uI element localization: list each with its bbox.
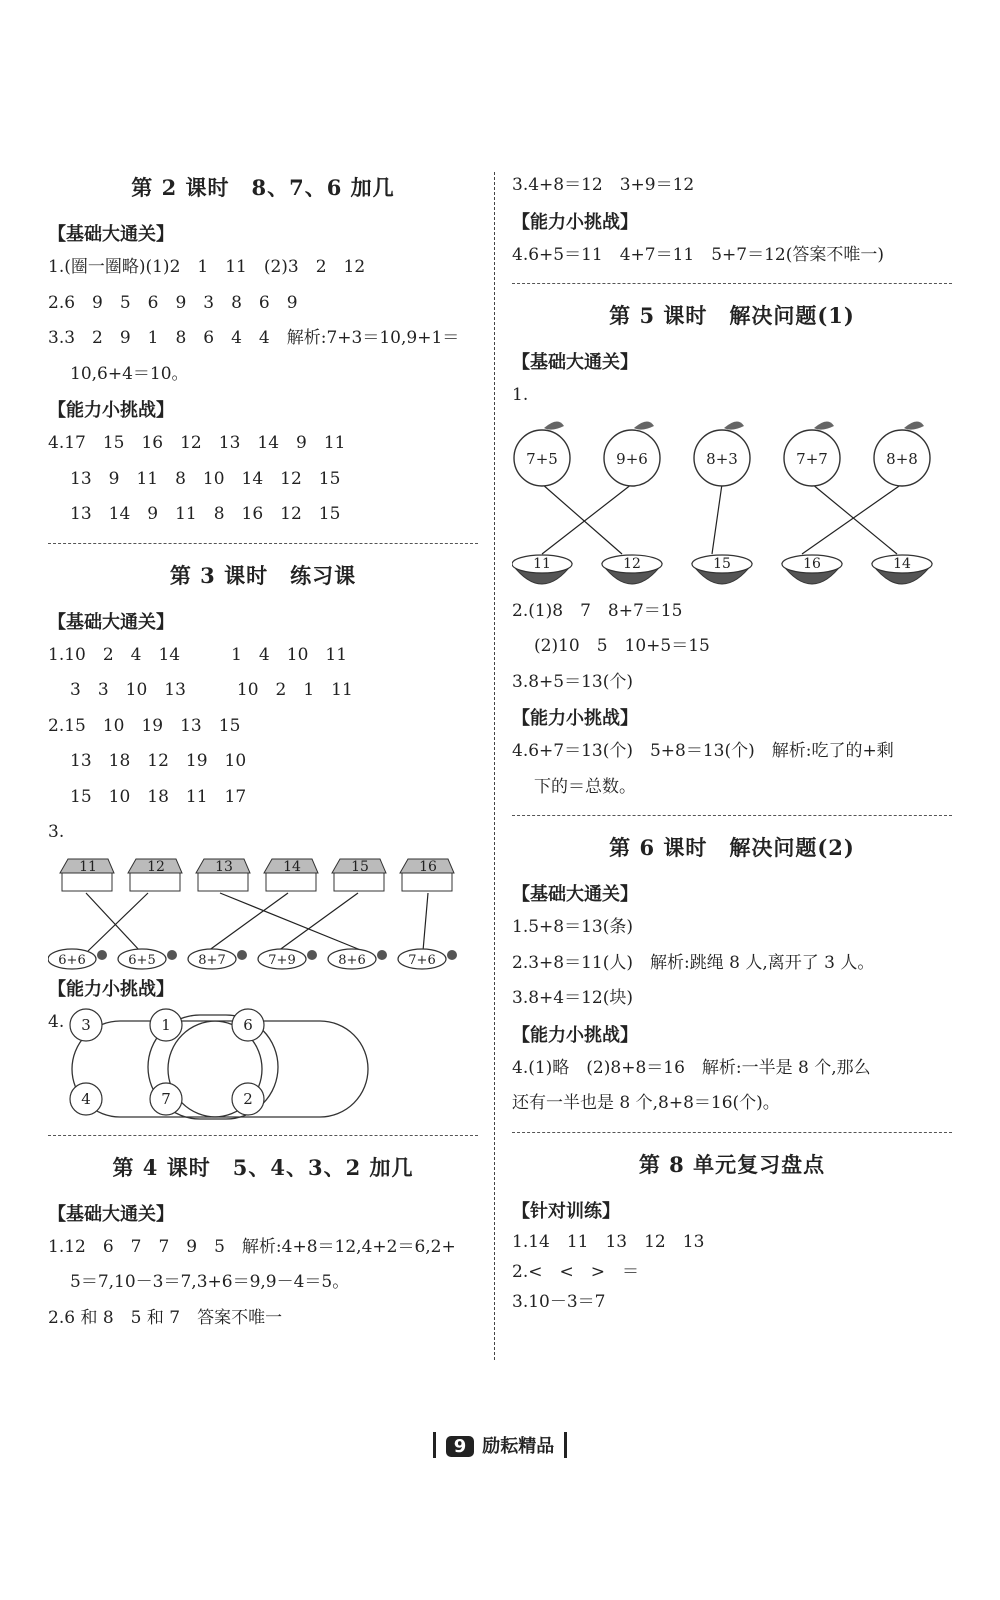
house-icon	[60, 859, 114, 891]
lesson-5-title: 第 5 课时 解决问题(1)	[609, 303, 855, 328]
house-icon	[196, 859, 250, 891]
house-number: 14	[283, 858, 301, 875]
circle-number: 2	[243, 1089, 253, 1108]
answer-line: 2.6 和 8 5 和 7 答案不唯一	[48, 1307, 283, 1328]
answer-line: 4.	[48, 1011, 65, 1032]
apple-icon	[694, 421, 750, 486]
section-challenge: 【能力小挑战】	[512, 211, 638, 233]
house-number: 13	[215, 858, 233, 875]
house-ant-matching-figure	[48, 851, 478, 971]
section-challenge: 【能力小挑战】	[512, 708, 638, 729]
section-challenge: 【能力小挑战】	[512, 1024, 638, 1046]
answer-line: 13 9 11 8 10 14 12 15	[70, 468, 341, 489]
circle-ring-figure	[48, 1005, 478, 1125]
answer-line: 1.12 6 7 7 9 5 解析:4+8＝12,4+2＝6,2+	[48, 1236, 456, 1257]
answer-line: 3.10－3＝7	[512, 1291, 606, 1312]
apple-equation: 8+3	[706, 449, 738, 468]
number-circle	[70, 1083, 102, 1115]
answer-line: 还有一半也是 8 个,8+8＝16(个)。	[512, 1093, 780, 1113]
section-targeted: 【针对训练】	[512, 1200, 620, 1222]
circle-number: 3	[81, 1015, 91, 1034]
bowl-icon	[692, 555, 752, 584]
apple-icon	[784, 421, 840, 486]
answer-line: 2.3+8＝11(人) 解析:跳绳 8 人,离开了 3 人。	[512, 952, 875, 973]
footer-brand-box	[433, 1432, 568, 1458]
bowl-icon	[872, 555, 932, 584]
number-circle	[232, 1083, 264, 1115]
apple-bowl-matching-figure	[512, 414, 952, 594]
answer-line: 2.< < > ＝	[512, 1261, 639, 1282]
ant-equation: 7+9	[268, 952, 296, 968]
circle-number: 6	[243, 1015, 253, 1034]
house-icon	[264, 859, 318, 891]
ant-equation: 8+7	[198, 952, 226, 968]
answer-line: 3.8+5＝13(个)	[512, 671, 633, 692]
ant-equation: 7+6	[408, 952, 436, 968]
answer-line: 1.10 2 4 14 1 4 10 11	[48, 644, 348, 665]
answer-line: 5＝7,10－3＝7,3+6＝9,9－4＝5。	[70, 1272, 350, 1292]
ant-icon	[118, 949, 177, 969]
answer-line: 4.17 15 16 12 13 14 9 11	[48, 433, 346, 453]
section-challenge: 【能力小挑战】	[48, 400, 174, 421]
page-footer	[0, 1432, 1000, 1458]
answer-line: 3.8+4＝12(块)	[512, 988, 633, 1008]
dashed-divider	[48, 1135, 478, 1136]
dashed-divider	[48, 543, 478, 544]
section-basic: 【基础大通关】	[48, 1203, 174, 1225]
answer-line: 2.6 9 5 6 9 3 8 6 9	[48, 292, 298, 313]
apple-icon	[874, 421, 930, 486]
apple-icon	[604, 421, 660, 486]
answer-line: 3.	[48, 822, 65, 842]
answer-line: 2.(1)8 7 8+7＝15	[512, 600, 683, 621]
number-circle	[70, 1009, 102, 1041]
dashed-divider	[512, 815, 952, 816]
answer-line: 3.3 2 9 1 8 6 4 4 解析:7+3＝10,9+1＝	[48, 328, 460, 348]
answer-line: 1.(圈一圈略)(1)2 1 11 (2)3 2 12	[48, 257, 366, 277]
apple-equation: 9+6	[616, 449, 648, 468]
answer-line: 1.14 11 13 12 13	[512, 1231, 705, 1252]
house-number: 11	[79, 858, 97, 875]
section-basic: 【基础大通关】	[512, 884, 638, 905]
house-number: 12	[147, 858, 165, 875]
number-circle	[232, 1009, 264, 1041]
answer-line: 3.4+8＝12 3+9＝12	[512, 175, 695, 195]
bowl-number: 14	[893, 555, 911, 572]
lesson-2-title: 第 2 课时 8、7、6 加几	[131, 175, 395, 200]
unit-8-title: 第 8 单元复习盘点	[638, 1151, 826, 1177]
bowl-number: 11	[533, 555, 551, 572]
ant-equation: 8+6	[338, 952, 366, 968]
lesson-4-title: 第 4 课时 5、4、3、2 加几	[112, 1154, 414, 1180]
bowl-number: 12	[623, 555, 641, 572]
ant-icon	[258, 949, 317, 969]
apple-icon	[514, 421, 570, 486]
circle-number: 4	[81, 1089, 91, 1108]
section-basic: 【基础大通关】	[48, 224, 174, 245]
ant-icon	[398, 949, 457, 969]
brand-name: 励耘精品	[482, 1436, 555, 1457]
dashed-divider	[512, 1132, 952, 1133]
section-challenge: 【能力小挑战】	[48, 978, 174, 1000]
right-column	[512, 168, 952, 1317]
house-icon	[332, 859, 386, 891]
bowl-icon	[512, 555, 572, 584]
circle-number: 7	[161, 1089, 171, 1108]
answer-line: 1.5+8＝13(条)	[512, 917, 633, 937]
ant-icon	[48, 949, 107, 969]
answer-line: 3 3 10 13 10 2 1 11	[70, 680, 353, 700]
bowl-number: 16	[803, 555, 821, 572]
house-icon	[128, 859, 182, 891]
answer-line: 1.	[512, 385, 529, 405]
lesson-3-title: 第 3 课时 练习课	[169, 562, 357, 588]
section-basic: 【基础大通关】	[512, 352, 638, 373]
section-basic: 【基础大通关】	[48, 611, 174, 633]
answer-line: 4.6+7＝13(个) 5+8＝13(个) 解析:吃了的+剩	[512, 741, 894, 761]
answer-line: 15 10 18 11 17	[70, 786, 247, 807]
dashed-divider	[512, 283, 952, 284]
lesson-6-title: 第 6 课时 解决问题(2)	[609, 835, 855, 860]
answer-line: 13 18 12 19 10	[70, 751, 247, 771]
bowl-icon	[602, 555, 662, 584]
circle-number: 1	[161, 1015, 171, 1034]
answer-line: 2.15 10 19 13 15	[48, 715, 241, 736]
answer-line: (2)10 5 10+5＝15	[534, 636, 710, 656]
column-divider	[494, 172, 495, 1360]
answer-line: 下的＝总数。	[534, 776, 636, 797]
apple-equation: 7+5	[526, 449, 558, 468]
ant-icon	[188, 949, 247, 969]
bowl-number: 15	[713, 555, 731, 572]
ant-equation: 6+6	[58, 952, 86, 968]
house-number: 16	[419, 858, 437, 875]
answer-line: 4.(1)略 (2)8+8＝16 解析:一半是 8 个,那么	[512, 1057, 871, 1078]
number-circle	[150, 1083, 182, 1115]
house-icon	[400, 859, 454, 891]
bowl-icon	[782, 555, 842, 584]
number-circle	[150, 1009, 182, 1041]
ant-icon	[328, 949, 387, 969]
ant-equation: 6+5	[128, 952, 156, 968]
answer-line: 10,6+4＝10。	[70, 363, 189, 384]
apple-equation: 8+8	[886, 449, 918, 468]
left-column	[48, 168, 478, 1336]
answer-line: 13 14 9 11 8 16 12 15	[70, 504, 341, 524]
answer-line: 4.6+5＝11 4+7＝11 5+7＝12(答案不唯一)	[512, 244, 885, 265]
house-number: 15	[351, 858, 369, 875]
page-number: 9	[446, 1436, 475, 1457]
apple-equation: 7+7	[796, 449, 828, 468]
